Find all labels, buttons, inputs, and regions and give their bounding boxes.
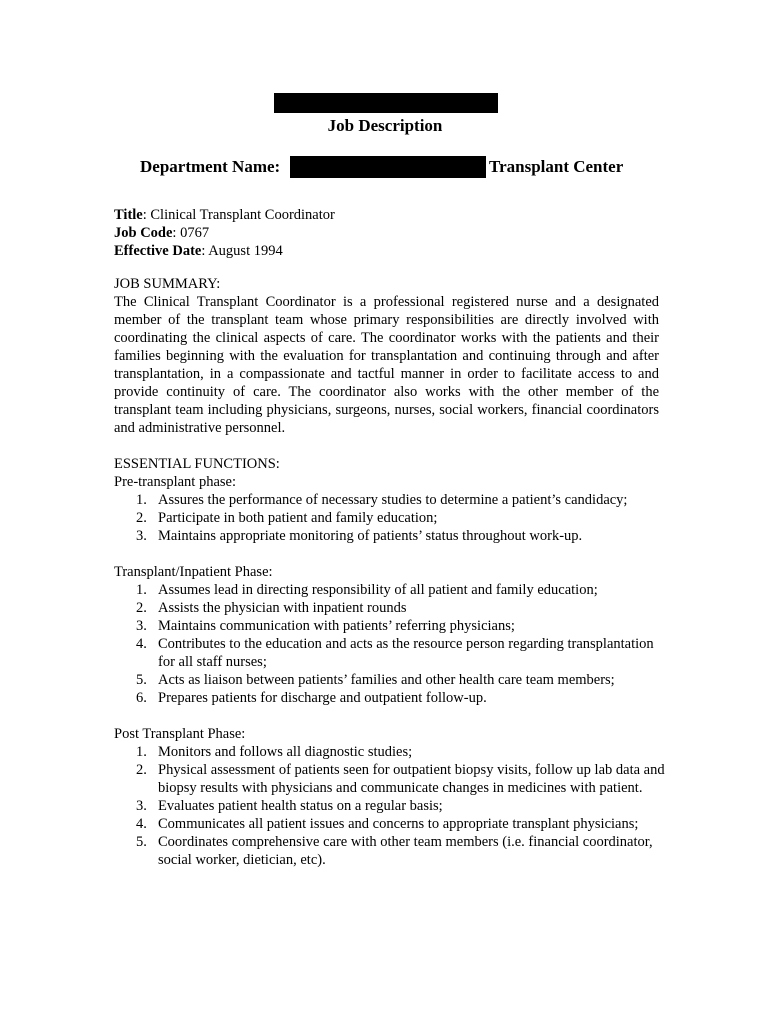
list-item: [114, 491, 674, 509]
essential-functions-heading: [114, 455, 674, 473]
list-item-text: Participate in both patient and family education;: [158, 510, 438, 526]
list-item-number: 3.: [136, 618, 147, 634]
list-item-number: 2.: [136, 600, 147, 616]
phase-list: [114, 743, 674, 869]
job-code-label: Job Code: [114, 225, 173, 241]
list-item: [114, 527, 674, 545]
job-title-label: Title: [114, 207, 143, 223]
job-summary-heading-text: JOB SUMMARY: [114, 276, 217, 292]
phase-title: Post Transplant Phase:: [114, 726, 246, 742]
essential-functions-heading-text: ESSENTIAL FUNCTIONS: [114, 456, 276, 472]
department-suffix: Transplant Center: [489, 157, 624, 176]
phase-block: [114, 725, 674, 869]
job-summary-text: The Clinical Transplant Coordinator is a professional registered nurse and a designated member of the transplant team whose primary responsibilities are directly involved with coordinating the clinical aspects of care. The coordinator works with the patients and their families beginning with the evaluation for transplantation and continuing through and after transplantation, in a compassionate and tactful manner in order to facilitate access to and provide continuity of care. The coordinator also works with the other member of the transplant team including physicians, surgeons, nurses, social workers, financial coordinators and administrative personnel.: [114, 294, 659, 436]
effective-date-label: Effective Date: [114, 243, 202, 259]
phase-block: [114, 473, 674, 545]
phase-list: [114, 491, 674, 545]
list-item-text: Assists the physician with inpatient rounds: [158, 600, 407, 616]
list-item-text: Assumes lead in directing responsibility of all patient and family education;: [158, 582, 598, 598]
list-item-text: Contributes to the education and acts as the resource person regarding transplantation for all staff nurses;: [158, 636, 654, 670]
job-code-value: : 0767: [172, 225, 210, 241]
list-item-number: 6.: [136, 690, 147, 706]
list-item-text: Maintains communication with patients’ referring physicians;: [158, 618, 515, 634]
list-item: [114, 617, 674, 635]
list-item-number: 4.: [136, 816, 147, 832]
phase-title: Pre-transplant phase:: [114, 474, 237, 490]
job-summary-heading-colon: :: [216, 276, 221, 292]
list-item-text: Assures the performance of necessary studies to determine a patient’s candidacy;: [158, 492, 628, 508]
effective-date-line: [114, 243, 283, 260]
job-title-line: [114, 207, 335, 224]
job-code-line: [114, 225, 209, 242]
list-item-text: Maintains appropriate monitoring of patients’ status throughout work-up.: [158, 528, 583, 544]
job-summary-heading: [114, 275, 659, 293]
department-label: Department Name:: [140, 157, 281, 176]
list-item: [114, 815, 674, 833]
job-title-value: : Clinical Transplant Coordinator: [142, 207, 335, 223]
phase-block: [114, 563, 674, 707]
list-item-number: 5.: [136, 834, 147, 850]
list-item-number: 1.: [136, 492, 147, 508]
list-item-text: Communicates all patient issues and concerns to appropriate transplant physicians;: [158, 816, 639, 832]
list-item: [114, 599, 674, 617]
phase-list: [114, 581, 674, 707]
list-item-text: Prepares patients for discharge and outpatient follow-up.: [158, 690, 487, 706]
list-item: [114, 635, 674, 671]
list-item-number: 5.: [136, 672, 147, 688]
list-item-number: 2.: [136, 510, 147, 526]
phase-title: Transplant/Inpatient Phase:: [114, 564, 273, 580]
list-item: [114, 761, 674, 797]
phases-container: [114, 473, 674, 869]
list-item-text: Monitors and follows all diagnostic studies;: [158, 744, 413, 760]
list-item: [114, 743, 674, 761]
redaction-bar-department: [290, 156, 486, 178]
list-item: [114, 797, 674, 815]
redaction-bar-top: [274, 93, 498, 113]
page-title: Job Description: [327, 116, 443, 135]
effective-date-value: : August 1994: [201, 243, 283, 259]
list-item-number: 4.: [136, 636, 147, 652]
list-item-text: Physical assessment of patients seen for outpatient biopsy visits, follow up lab data and biopsy results with physicians and communicate changes in medicines with patient.: [158, 762, 665, 796]
list-item-text: Acts as liaison between patients’ families and other health care team members;: [158, 672, 615, 688]
list-item-text: Evaluates patient health status on a regular basis;: [158, 798, 443, 814]
list-item-number: 3.: [136, 528, 147, 544]
list-item: [114, 833, 674, 869]
list-item: [114, 509, 674, 527]
list-item-number: 1.: [136, 582, 147, 598]
list-item-number: 1.: [136, 744, 147, 760]
list-item: [114, 689, 674, 707]
job-summary-section: [114, 275, 659, 437]
list-item-number: 3.: [136, 798, 147, 814]
list-item: [114, 671, 674, 689]
list-item-text: Coordinates comprehensive care with other team members (i.e. financial coordinator, social worker, dietician, etc).: [158, 834, 653, 868]
essential-functions-section: [114, 455, 674, 869]
essential-functions-heading-colon: :: [275, 456, 280, 472]
list-item-number: 2.: [136, 762, 147, 778]
list-item: [114, 581, 674, 599]
